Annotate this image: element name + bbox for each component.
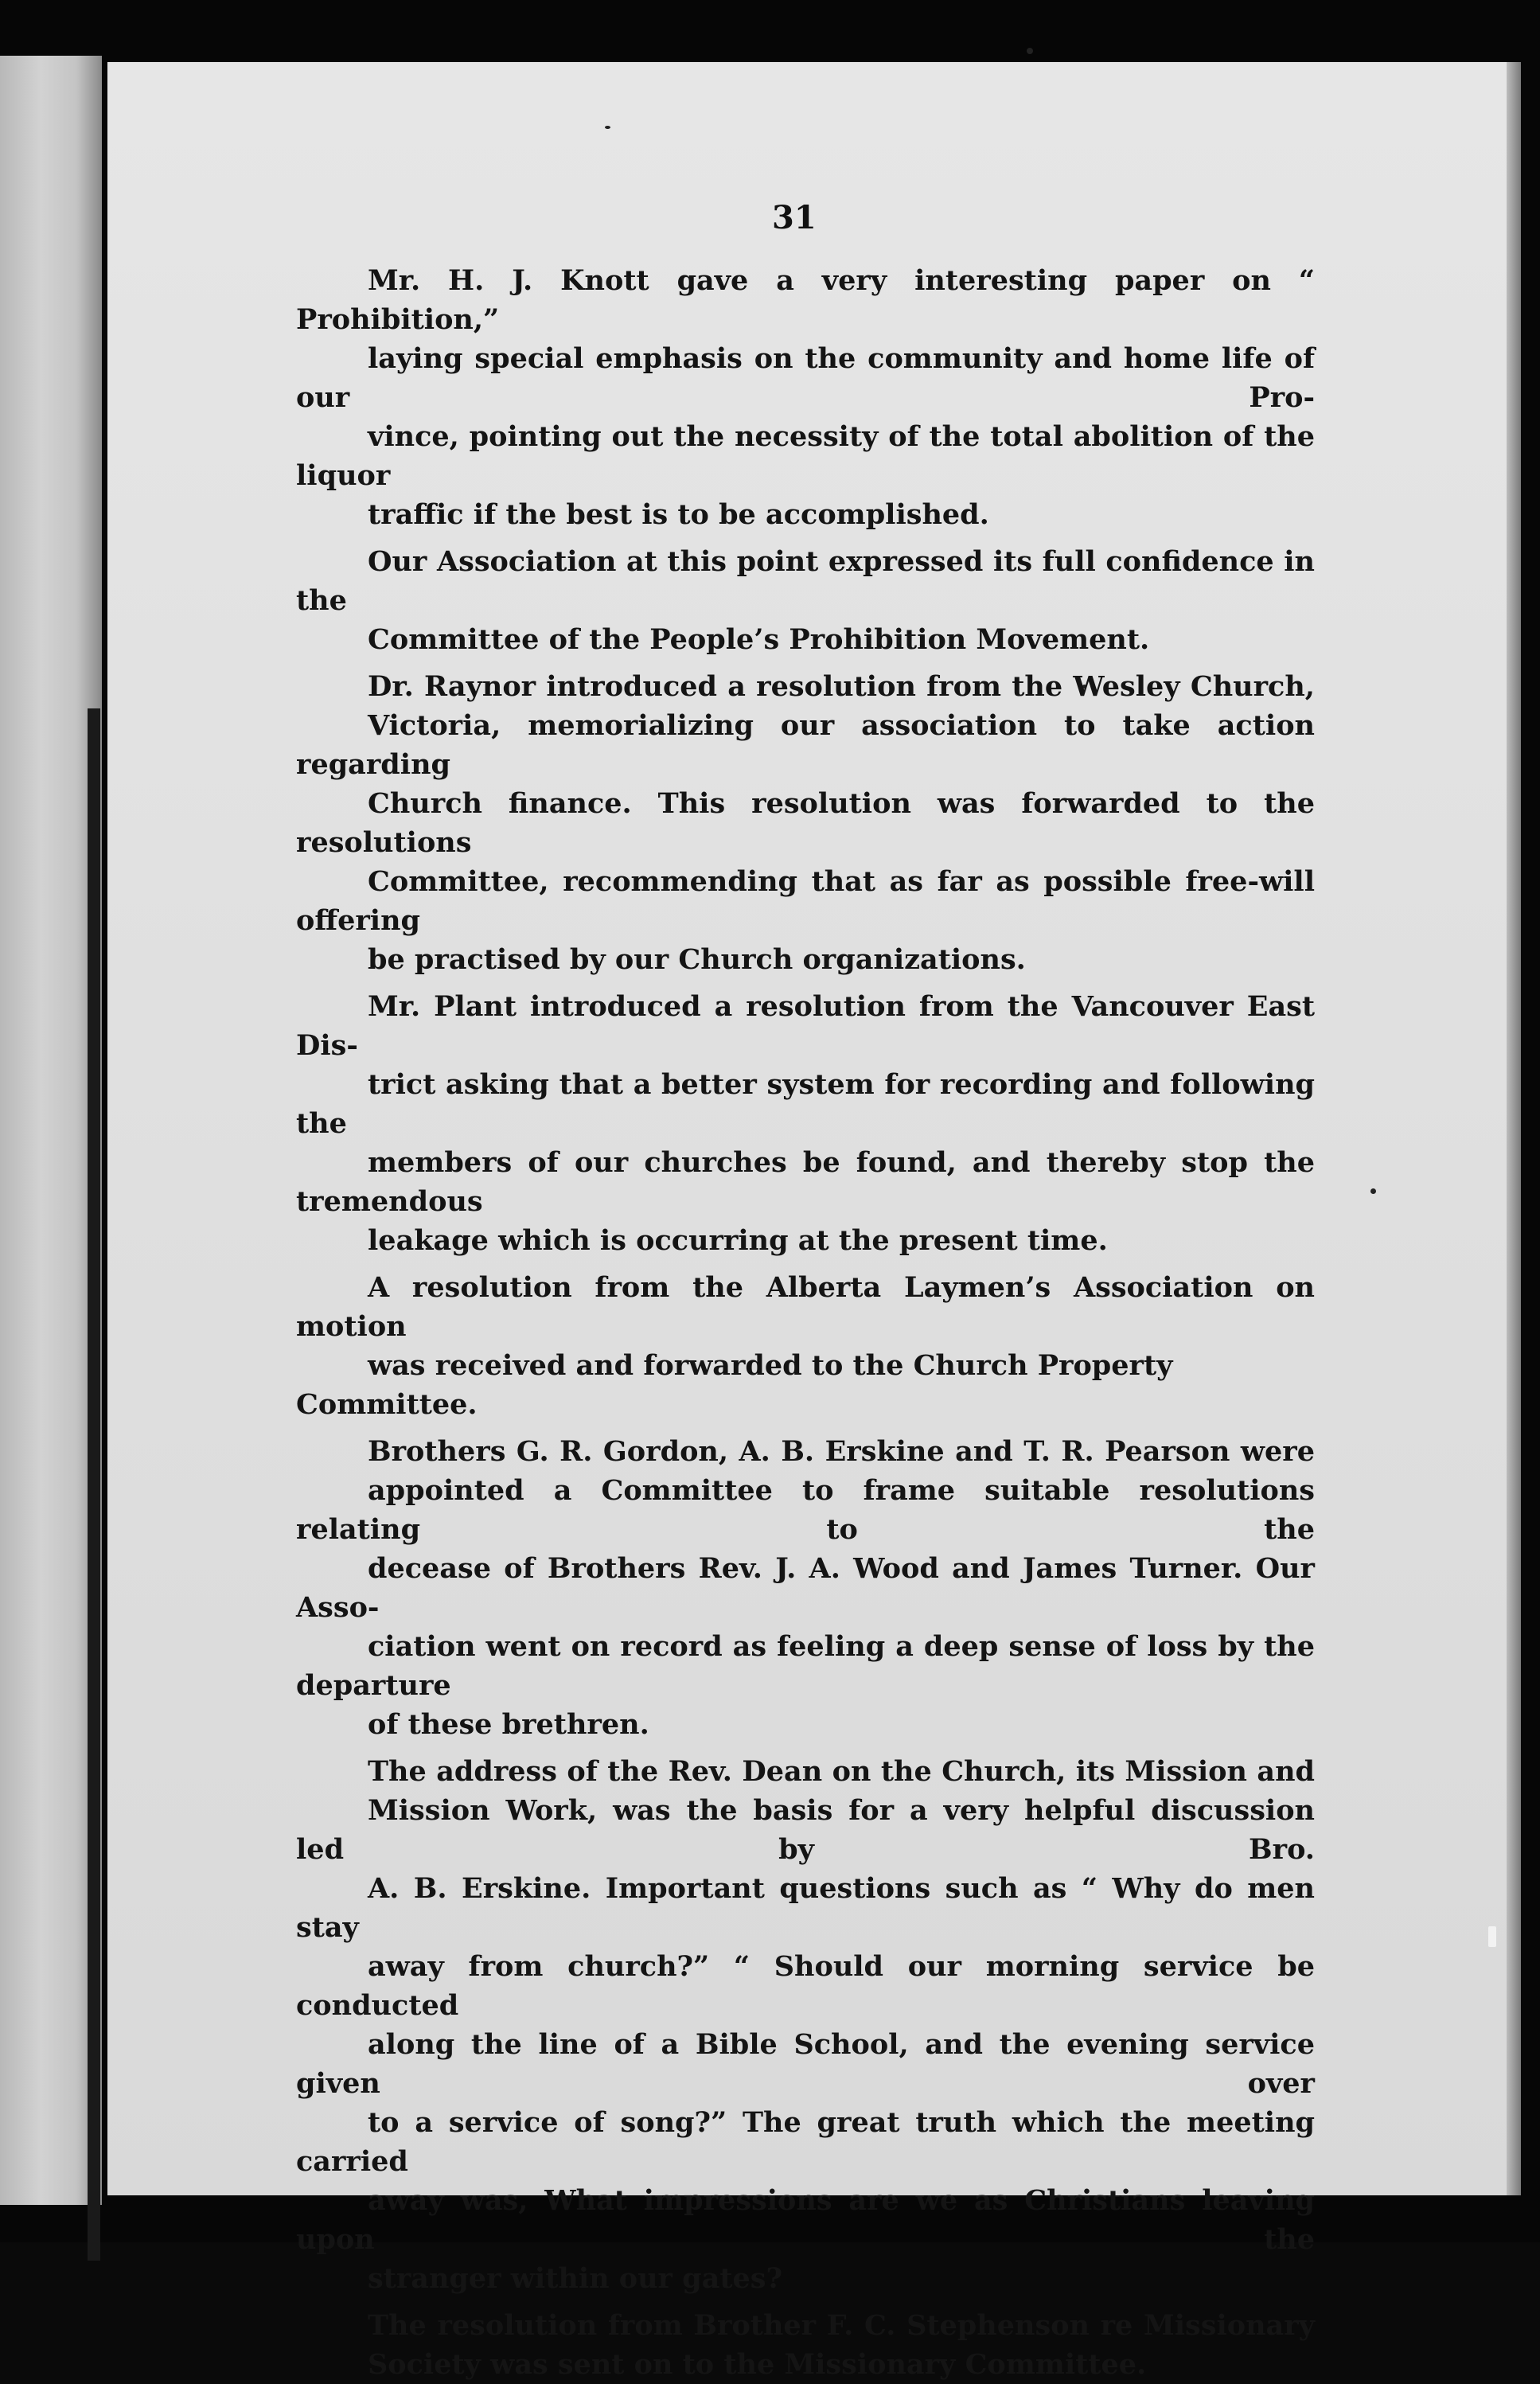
text-line: away was, What impressions are we as Christians leaving upon the xyxy=(296,2184,1315,2256)
text-line: Dr. Raynor introduced a resolution from the Wesley Church, xyxy=(368,670,1315,703)
paragraph-alberta xyxy=(296,1268,1315,1424)
binding-shadow xyxy=(88,708,100,2261)
text-line: A resolution from the Alberta Laymen’s Association on motion xyxy=(296,1271,1315,1343)
text-line: appointed a Committee to frame suitable resolutions relating to the xyxy=(296,1474,1315,1546)
text-line: trict asking that a better system for recording and following the xyxy=(296,1068,1315,1140)
text-line: along the line of a Bible School, and the evening service given over xyxy=(296,2028,1315,2100)
text-line: to a service of song?” The great truth which the meeting carried xyxy=(296,2106,1315,2178)
paragraph-knott xyxy=(296,261,1315,534)
text-line: Committee, recommending that as far as possible free-will offering xyxy=(296,865,1315,937)
text-line: laying special emphasis on the community and home life of our Pro- xyxy=(296,342,1315,414)
text-line: was received and forwarded to the Church Property Committee. xyxy=(296,1349,1173,1421)
text-line: A. B. Erskine. Important questions such as “ Why do men stay xyxy=(296,1872,1315,1944)
scan-speck xyxy=(1027,48,1033,54)
text-line: vince, pointing out the necessity of the total abolition of the liquor xyxy=(296,420,1315,492)
text-line: Society was sent on to the Missionary Committee. xyxy=(368,2348,1147,2381)
scan-speck xyxy=(1370,1188,1376,1194)
text-line: Mission Work, was the basis for a very helpful discussion led by Bro. xyxy=(296,1794,1315,1866)
text-line: decease of Brothers Rev. J. A. Wood and James Turner. Our Asso- xyxy=(296,1552,1315,1624)
page-right-edge xyxy=(1507,62,1521,2195)
body-text xyxy=(296,261,1315,2384)
text-line: Brothers G. R. Gordon, A. B. Erskine and T. R. Pearson were xyxy=(368,1435,1315,1468)
paragraph-plant xyxy=(296,987,1315,1260)
text-line: The resolution from Brother F. C. Stephenson re Missionary xyxy=(368,2309,1315,2342)
text-line: members of our churches be found, and thereby stop the tremendous xyxy=(296,1146,1315,1218)
text-line: traffic if the best is to be accomplished. xyxy=(368,498,989,531)
text-line: Church finance. This resolution was forwarded to the resolutions xyxy=(296,787,1315,859)
text-line: be practised by our Church organizations. xyxy=(368,943,1026,976)
text-line: Mr. H. J. Knott gave a very interesting paper on “ Prohibition,” xyxy=(296,264,1315,336)
paragraph-brothers xyxy=(296,1432,1315,1744)
text-line: Our Association at this point expressed its full confidence in the xyxy=(296,545,1315,617)
text-line: leakage which is occurring at the present time. xyxy=(368,1224,1108,1257)
text-line: Victoria, memorializing our association to take action regarding xyxy=(296,709,1315,781)
text-line: ciation went on record as feeling a deep sense of loss by the departure xyxy=(296,1630,1315,1702)
text-line: Mr. Plant introduced a resolution from the Vancouver East Dis- xyxy=(296,990,1315,1062)
text-line: The address of the Rev. Dean on the Church, its Mission and xyxy=(368,1755,1315,1788)
paragraph-raynor xyxy=(296,667,1315,979)
paragraph-dean-address xyxy=(296,1752,1315,2298)
text-line: away from church?” “ Should our morning service be conducted xyxy=(296,1950,1315,2022)
text-line: of these brethren. xyxy=(368,1708,649,1741)
page-number: 31 xyxy=(772,199,817,236)
text-line: stranger within our gates? xyxy=(368,2262,782,2295)
scan-speck xyxy=(1488,1926,1496,1947)
text-line: Committee of the People’s Prohibition Movement. xyxy=(368,623,1150,656)
scan-speck xyxy=(605,126,610,129)
paragraph-association-confidence xyxy=(296,542,1315,659)
paragraph-stephenson xyxy=(296,2306,1315,2384)
adjacent-page-edge xyxy=(0,56,102,2205)
